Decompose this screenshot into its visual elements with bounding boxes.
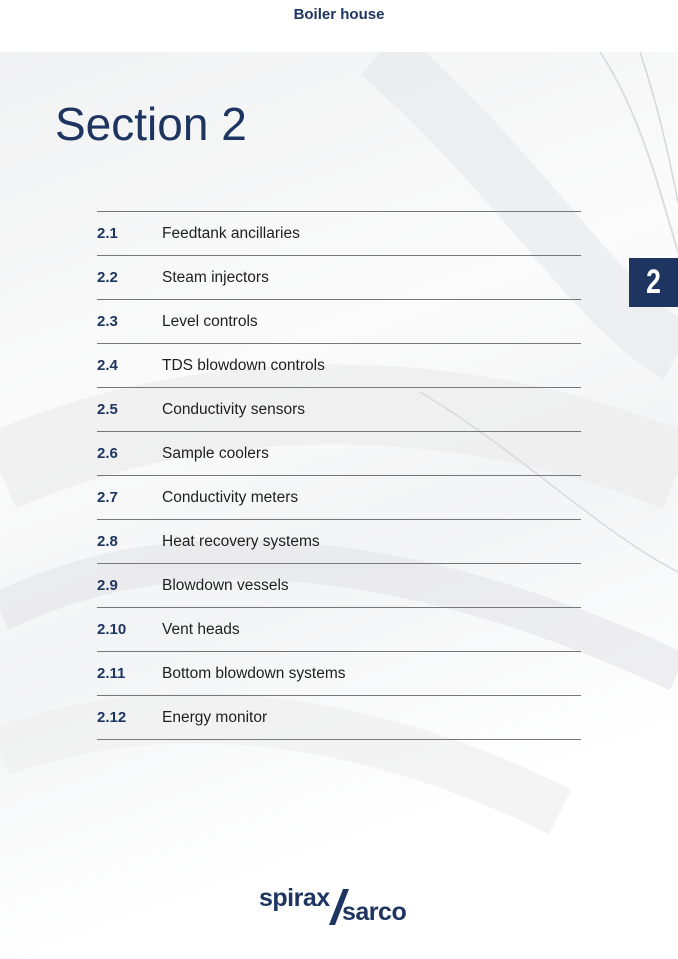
- toc-label: Heat recovery systems: [162, 532, 320, 550]
- toc-row[interactable]: [97, 212, 581, 256]
- logo-word-sarco: sarco: [342, 898, 407, 926]
- toc-row[interactable]: [97, 256, 581, 300]
- section-title: Section 2: [55, 98, 247, 150]
- spirax-sarco-logo: [259, 884, 425, 930]
- toc-label: Blowdown vessels: [162, 576, 289, 594]
- toc-row[interactable]: [97, 564, 581, 608]
- toc-row[interactable]: [97, 344, 581, 388]
- section-side-tab[interactable]: [629, 258, 678, 307]
- toc-label: Sample coolers: [162, 444, 269, 462]
- toc-number: 2.10: [97, 621, 127, 638]
- side-tab-label: 2: [646, 263, 661, 301]
- page-header: [0, 0, 678, 52]
- toc-number: 2.7: [97, 489, 118, 506]
- toc-label: Vent heads: [162, 620, 240, 638]
- toc-label: Level controls: [162, 312, 258, 330]
- toc-number: 2.1: [97, 225, 118, 242]
- toc-label: Conductivity sensors: [162, 400, 306, 418]
- table-of-contents: [97, 211, 581, 740]
- toc-number: 2.8: [97, 533, 118, 550]
- logo-word-spirax: spirax: [259, 884, 330, 912]
- toc-label: Feedtank ancillaries: [162, 224, 300, 242]
- toc-row[interactable]: [97, 520, 581, 564]
- toc-number: 2.6: [97, 445, 118, 462]
- toc-label: Steam injectors: [162, 268, 269, 286]
- toc-number: 2.5: [97, 401, 118, 418]
- toc-label: Energy monitor: [162, 708, 268, 726]
- toc-row[interactable]: [97, 652, 581, 696]
- toc-label: Bottom blowdown systems: [162, 664, 346, 682]
- toc-row[interactable]: [97, 696, 581, 740]
- toc-number: 2.4: [97, 357, 118, 374]
- toc-row[interactable]: [97, 388, 581, 432]
- toc-number: 2.11: [97, 665, 126, 682]
- header-title: Boiler house: [293, 6, 385, 23]
- toc-number: 2.3: [97, 313, 118, 330]
- toc-row[interactable]: [97, 476, 581, 520]
- toc-number: 2.2: [97, 269, 118, 286]
- toc-label: TDS blowdown controls: [162, 356, 325, 374]
- toc-number: 2.12: [97, 709, 127, 726]
- toc-row[interactable]: [97, 432, 581, 476]
- toc-row[interactable]: [97, 608, 581, 652]
- toc-number: 2.9: [97, 577, 118, 594]
- toc-row[interactable]: [97, 300, 581, 344]
- toc-label: Conductivity meters: [162, 488, 299, 506]
